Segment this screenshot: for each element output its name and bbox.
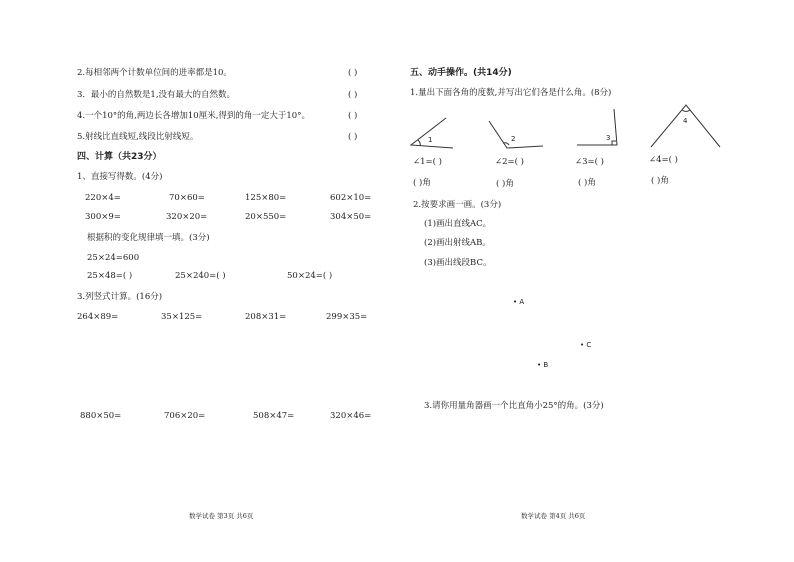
right-page-footer: 数学试卷 第4页 共6页: [521, 512, 586, 520]
draw-item-2: (2)画出射线AB。: [424, 238, 491, 248]
point-a: • A: [513, 298, 525, 306]
angle-4-type[interactable]: ( )角: [651, 176, 669, 186]
angle-3-type[interactable]: ( )角: [578, 178, 596, 188]
angle-1-label: 1: [428, 136, 433, 144]
judge-answer-5[interactable]: ( ): [348, 132, 358, 142]
angle-3-measure[interactable]: ∠3=( ): [575, 157, 604, 167]
draw-item-1: (1)画出直线AC。: [424, 219, 492, 229]
judge-answer-2[interactable]: ( ): [348, 68, 358, 78]
point-c: • C: [580, 341, 592, 349]
vertical-calc-1: 264×89=: [77, 312, 119, 322]
mental-calc-8: 304×50=: [330, 212, 372, 222]
mental-calc-2: 70×60=: [169, 193, 205, 203]
q2-title: 根据积的变化规律填一填。(3分): [87, 233, 210, 243]
mental-calc-5: 300×9=: [85, 212, 121, 222]
protractor-question: 3.请你用量角器画一个比直角小25°的角。(3分): [424, 401, 604, 411]
mental-calc-4: 602×10=: [330, 193, 372, 203]
angle-2-label: 2: [511, 135, 516, 143]
angle-2-figure: [489, 121, 543, 148]
judge-answer-3[interactable]: ( ): [348, 90, 358, 100]
angle-3-right-mark: [612, 141, 616, 145]
vertical-calc-5: 880×50=: [80, 411, 122, 421]
vertical-calc-4: 299×35=: [326, 312, 368, 322]
section-5-title: 五、动手操作。(共14分): [410, 68, 512, 78]
left-page-footer: 数学试卷 第3页 共6页: [189, 512, 254, 520]
q1-title: 1、直接写得数。(4分): [77, 172, 163, 182]
judge-item-2: 2.每相邻两个计数单位间的进率都是10。: [77, 68, 232, 78]
judge-item-4: 4.一个10°的角,两边长各增加10厘米,得到的角一定大于10°。: [77, 111, 310, 121]
point-b: • B: [537, 361, 549, 369]
draw-item-3: (3)画出线段BC。: [424, 258, 492, 268]
vertical-calc-6: 706×20=: [164, 411, 206, 421]
judge-item-3: 3．最小的自然数是1,没有最大的自然数。: [77, 90, 236, 100]
angle-1-measure[interactable]: ∠1=( ): [413, 157, 442, 167]
vertical-calc-8: 320×46=: [330, 411, 372, 421]
given-product: 25×24=600: [87, 253, 140, 263]
product-fill-1[interactable]: 25×48=( ): [87, 271, 133, 281]
angle-1-type[interactable]: ( )角: [413, 178, 431, 188]
angle-question-title: 1.量出下面各角的度数,并写出它们各是什么角。(8分): [410, 88, 612, 98]
mental-calc-3: 125×80=: [245, 193, 287, 203]
angle-4-measure[interactable]: ∠4=( ): [649, 155, 678, 165]
mental-calc-1: 220×4=: [85, 193, 121, 203]
mental-calc-6: 320×20=: [166, 212, 208, 222]
section-4-title: 四、计算（共23分）: [77, 152, 162, 162]
vertical-calc-3: 208×31=: [245, 312, 287, 322]
angle-2-measure[interactable]: ∠2=( ): [495, 157, 524, 167]
vertical-calc-7: 508×47=: [253, 411, 295, 421]
product-fill-2[interactable]: 25×240=( ): [175, 271, 226, 281]
draw-question-title: 2.按要求画一画。(3分): [413, 200, 502, 210]
angle-4-label: 4: [683, 117, 688, 125]
angle-3-label: 3: [606, 134, 611, 142]
angle-4-arc: [682, 110, 690, 112]
product-fill-3[interactable]: 50×24=( ): [287, 271, 333, 281]
judge-item-5: 5.射线比直线短,线段比射线短。: [77, 132, 199, 142]
angle-2-type[interactable]: ( )角: [496, 179, 514, 189]
mental-calc-7: 20×550=: [245, 212, 287, 222]
vertical-calc-2: 35×125=: [161, 312, 203, 322]
judge-answer-4[interactable]: ( ): [348, 111, 358, 121]
q3-title: 3.列竖式计算。(16分): [77, 292, 163, 302]
angle-3-figure: [577, 109, 617, 145]
